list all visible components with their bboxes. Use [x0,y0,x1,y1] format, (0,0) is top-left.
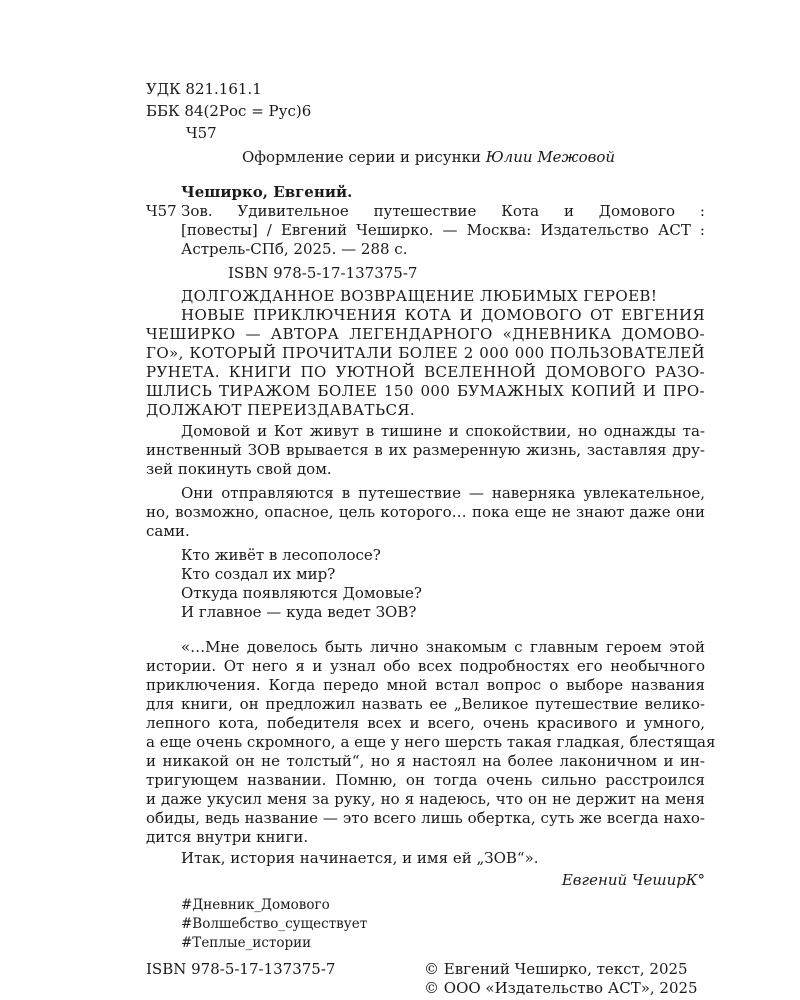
quote-line: дится внутри книги. [146,828,309,846]
bbk-code: ББК 84(2Рос = Рус)6 [146,102,312,120]
annotation-caps-line: ДОЛЖАЮТ ПЕРЕИЗДАВАТЬСЯ. [146,401,416,419]
udk-code: УДК 821.161.1 [146,80,262,98]
question-line: Откуда появляются Домовые? [181,584,422,602]
author-mark: Ч57 [186,124,217,142]
quote-signature: Евгений ЧеширК° [561,871,705,889]
annotation-para1-line: инственный ЗОВ врывается в их размеренную жизнь, заставляя дру- [146,441,705,459]
annotation-caps-line: ГО», КОТОРЫЙ ПРОЧИТАЛИ БОЛЕЕ 2 000 000 ПОЛЬЗОВАТЕЛЕЙ [146,344,705,362]
annotation-caps-line: РУНЕТА. КНИГИ ПО УЮТНОЙ ВСЕЛЕННОЙ ДОМОВОГО РАЗО- [146,363,705,381]
annotation-caps-line: ЧЕШИРКО — АВТОРА ЛЕГЕНДАРНОГО «ДНЕВНИКА ДОМОВО- [146,325,705,343]
quote-line: для книги, он предложил назвать ее „Великое путешествие велико- [146,695,705,713]
quote-line: лепного кота, победителя всех и всего, очень красивого и умного, [146,714,705,732]
question-line: И главное — куда ведет ЗОВ? [181,603,417,621]
quote-line: истории. От него я и узнал обо всех подробностях его необычного [146,657,705,675]
annotation-para2-line: сами. [146,522,190,540]
entry-line: Зов. Удивительное путешествие Кота и Домового : [181,202,705,220]
quote-line: а еще очень скромного, а еще у него шерсть такая гладкая, блестящая [146,733,716,751]
annotation-para2-line: но, возможно, опасное, цель которого… пока еще не знают даже они [146,503,705,521]
entry-line: [повесты] / Евгений Чеширко. — Москва: Издательство АСТ : [181,221,705,239]
hashtag: #Волшебство_существует [181,916,368,932]
entry-author-heading: Чеширко, Евгений. [181,183,353,201]
annotation-para1-line: Домовой и Кот живут в тишине и спокойствии, но однажды та- [181,422,705,440]
quote-line: и никакой он не толстый“, но я настоял на более лаконичном и ин- [146,752,705,770]
entry-line: Астрель-СПб, 2025. — 288 с. [181,240,408,258]
copyright-text: © Евгений Чеширко, текст, 2025 [424,960,688,978]
quote-line: тригующем названии. Помню, он тогда очень сильно расстроился [146,771,705,789]
footer-isbn: ISBN 978-5-17-137375-7 [146,960,336,978]
question-line: Кто создал их мир? [181,565,336,583]
copyright-publisher: © ООО «Издательство АСТ», 2025 [424,979,698,997]
hashtag: #Дневник_Домового [181,897,330,913]
quote-line: и даже укусил меня за руку, но я надеюсь, что он не держит на меня [146,790,705,808]
design-credit-prefix: Оформление серии и рисунки [242,148,481,166]
quote-closing: Итак, история начинается, и имя ей „ЗОВ“». [181,849,539,867]
annotation-caps-line: ШЛИСЬ ТИРАЖОМ БОЛЕЕ 150 000 БУМАЖНЫХ КОПИЙ И ПРО- [146,382,705,400]
annotation-caps-line: ДОЛГОЖДАННОЕ ВОЗВРАЩЕНИЕ ЛЮБИМЫХ ГЕРОЕВ! [181,287,658,305]
entry-isbn: ISBN 978-5-17-137375-7 [228,264,418,282]
quote-line: приключения. Когда передо мной встал вопрос о выборе названия [146,676,705,694]
annotation-para2-line: Они отправляются в путешествие — наверняка увлекательное, [181,484,705,502]
hashtag: #Теплые_истории [181,935,312,951]
question-line: Кто живёт в лесополосе? [181,546,381,564]
quote-line: «…Мне довелось быть лично знакомым с главным героем этой [181,638,705,656]
design-credit [242,146,615,168]
annotation-caps-line: НОВЫЕ ПРИКЛЮЧЕНИЯ КОТА И ДОМОВОГО ОТ ЕВГЕНИЯ [181,306,705,324]
annotation-para1-line: зей покинуть свой дом. [146,460,332,478]
design-credit-name: Юлии Межовой [485,148,616,166]
entry-mark: Ч57 [146,202,177,220]
quote-line: обиды, ведь название — это всего лишь обертка, суть же всегда нахо- [146,809,705,827]
